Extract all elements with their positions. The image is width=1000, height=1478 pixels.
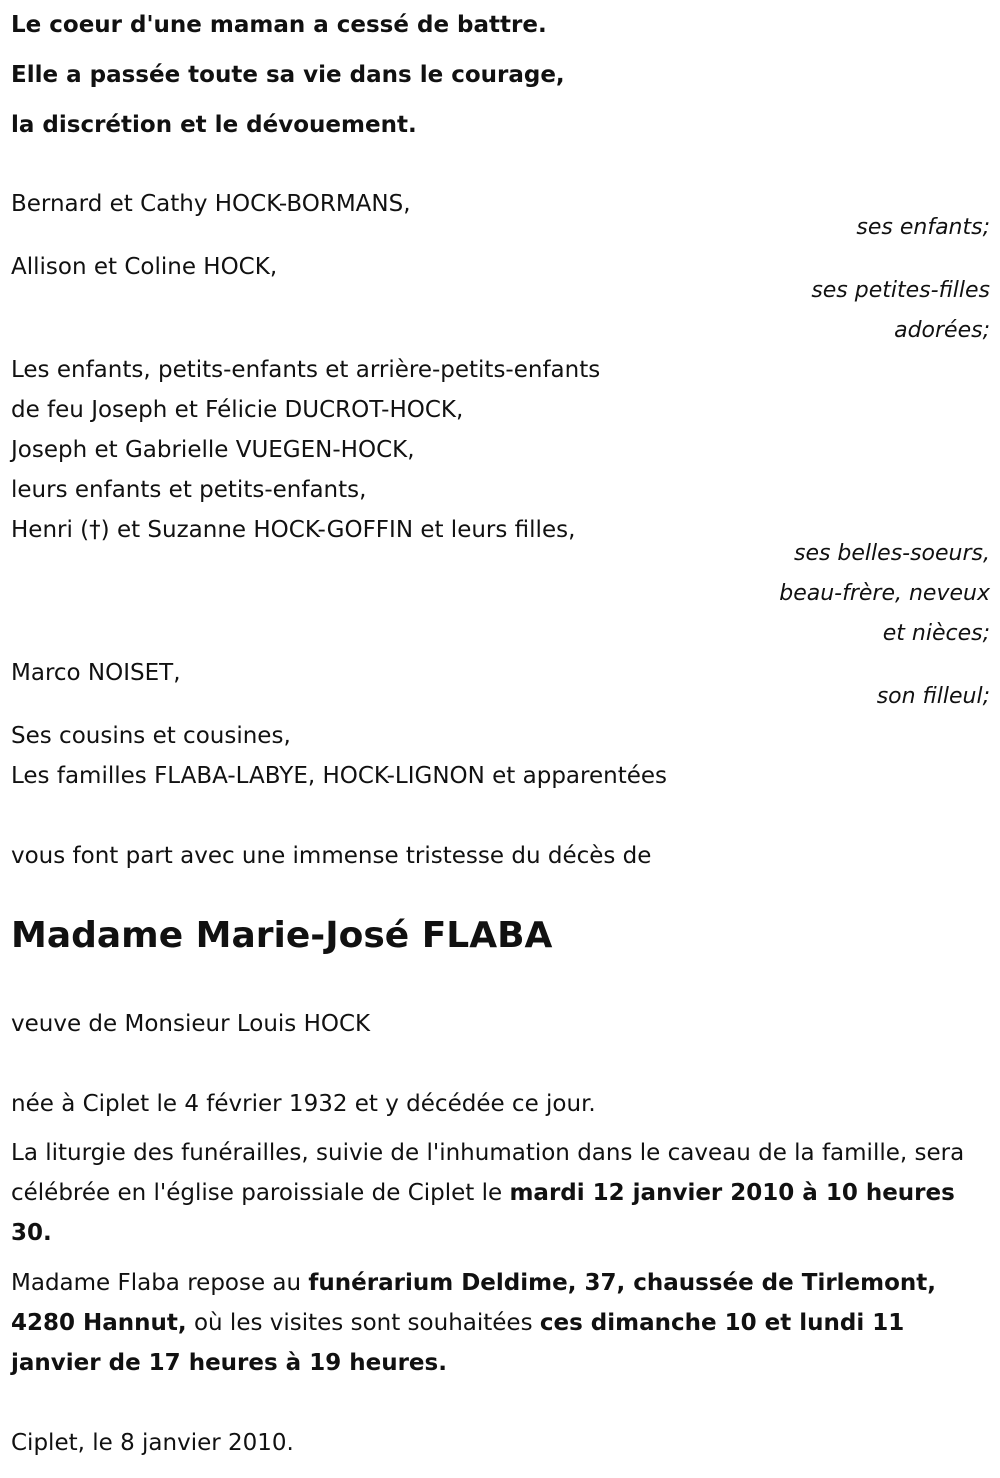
inlaws-line-4: leurs enfants et petits-enfants, — [11, 477, 367, 503]
inlaws-line-3: Joseph et Gabrielle VUEGEN-HOCK, — [11, 437, 415, 463]
children-names: Bernard et Cathy HOCK-BORMANS, — [11, 191, 411, 217]
visitation-text-2: où les visites sont souhaitées — [186, 1310, 540, 1336]
cousins-line-1: Ses cousins et cousines, — [11, 723, 291, 749]
intro-line-3: la discrétion et le dévouement. — [11, 112, 417, 138]
inlaws-role-line-2: beau-frère, neveux — [779, 581, 990, 606]
grandchildren-names: Allison et Coline HOCK, — [11, 254, 278, 280]
visitation-place: funérarium Deldime, 37, chaussée de Tirlemont, 4280 Hannut, — [11, 1270, 937, 1336]
funeral-text: La liturgie des funérailles, suivie de l'inhumation dans le caveau de la famille, sera célébrée en l'église paroissiale de Ciplet le — [11, 1140, 965, 1206]
widow-of-line: veuve de Monsieur Louis HOCK — [11, 1011, 371, 1037]
cross-icon: † — [89, 517, 101, 543]
inlaws-role-line-3: et nièces; — [882, 621, 990, 646]
grandchildren-role-line-2: adorées; — [894, 318, 990, 343]
announcement-text: vous font part avec une immense tristesse du décès de — [11, 843, 652, 869]
intro-line-1: Le coeur d'une maman a cessé de battre. — [11, 12, 547, 38]
godson-name: Marco NOISET, — [11, 660, 181, 686]
deceased-name: Madame Marie-José FLABA — [11, 915, 553, 956]
henri-before: Henri ( — [11, 517, 90, 543]
visitation-times: ces dimanche 10 et lundi 11 janvier de 17 heures à 19 heures. — [11, 1310, 905, 1376]
grandchildren-role-line-1: ses petites-filles — [811, 278, 990, 303]
children-role: ses enfants; — [856, 215, 990, 240]
inlaws-line-2: de feu Joseph et Félicie DUCROT-HOCK, — [11, 397, 464, 423]
godson-role: son filleul; — [876, 684, 990, 709]
visitation-paragraph — [11, 1263, 986, 1383]
inlaws-line-1: Les enfants, petits-enfants et arrière-petits-enfants — [11, 357, 601, 383]
cousins-line-2: Les familles FLABA-LABYE, HOCK-LIGNON et apparentées — [11, 763, 667, 789]
funeral-datetime: mardi 12 janvier 2010 à 10 heures 30. — [11, 1180, 955, 1246]
birth-line: née à Ciplet le 4 février 1932 et y décédée ce jour. — [11, 1091, 596, 1117]
funeral-paragraph — [11, 1133, 986, 1253]
inlaws-role-line-1: ses belles-soeurs, — [793, 541, 990, 566]
closing-place-date: Ciplet, le 8 janvier 2010. — [11, 1430, 294, 1456]
visitation-text-1: Madame Flaba repose au — [11, 1270, 309, 1296]
henri-after: ) et Suzanne HOCK-GOFFIN et leurs filles, — [100, 517, 576, 543]
intro-line-2: Elle a passée toute sa vie dans le courage, — [11, 62, 565, 88]
inlaws-line-5 — [11, 519, 575, 542]
